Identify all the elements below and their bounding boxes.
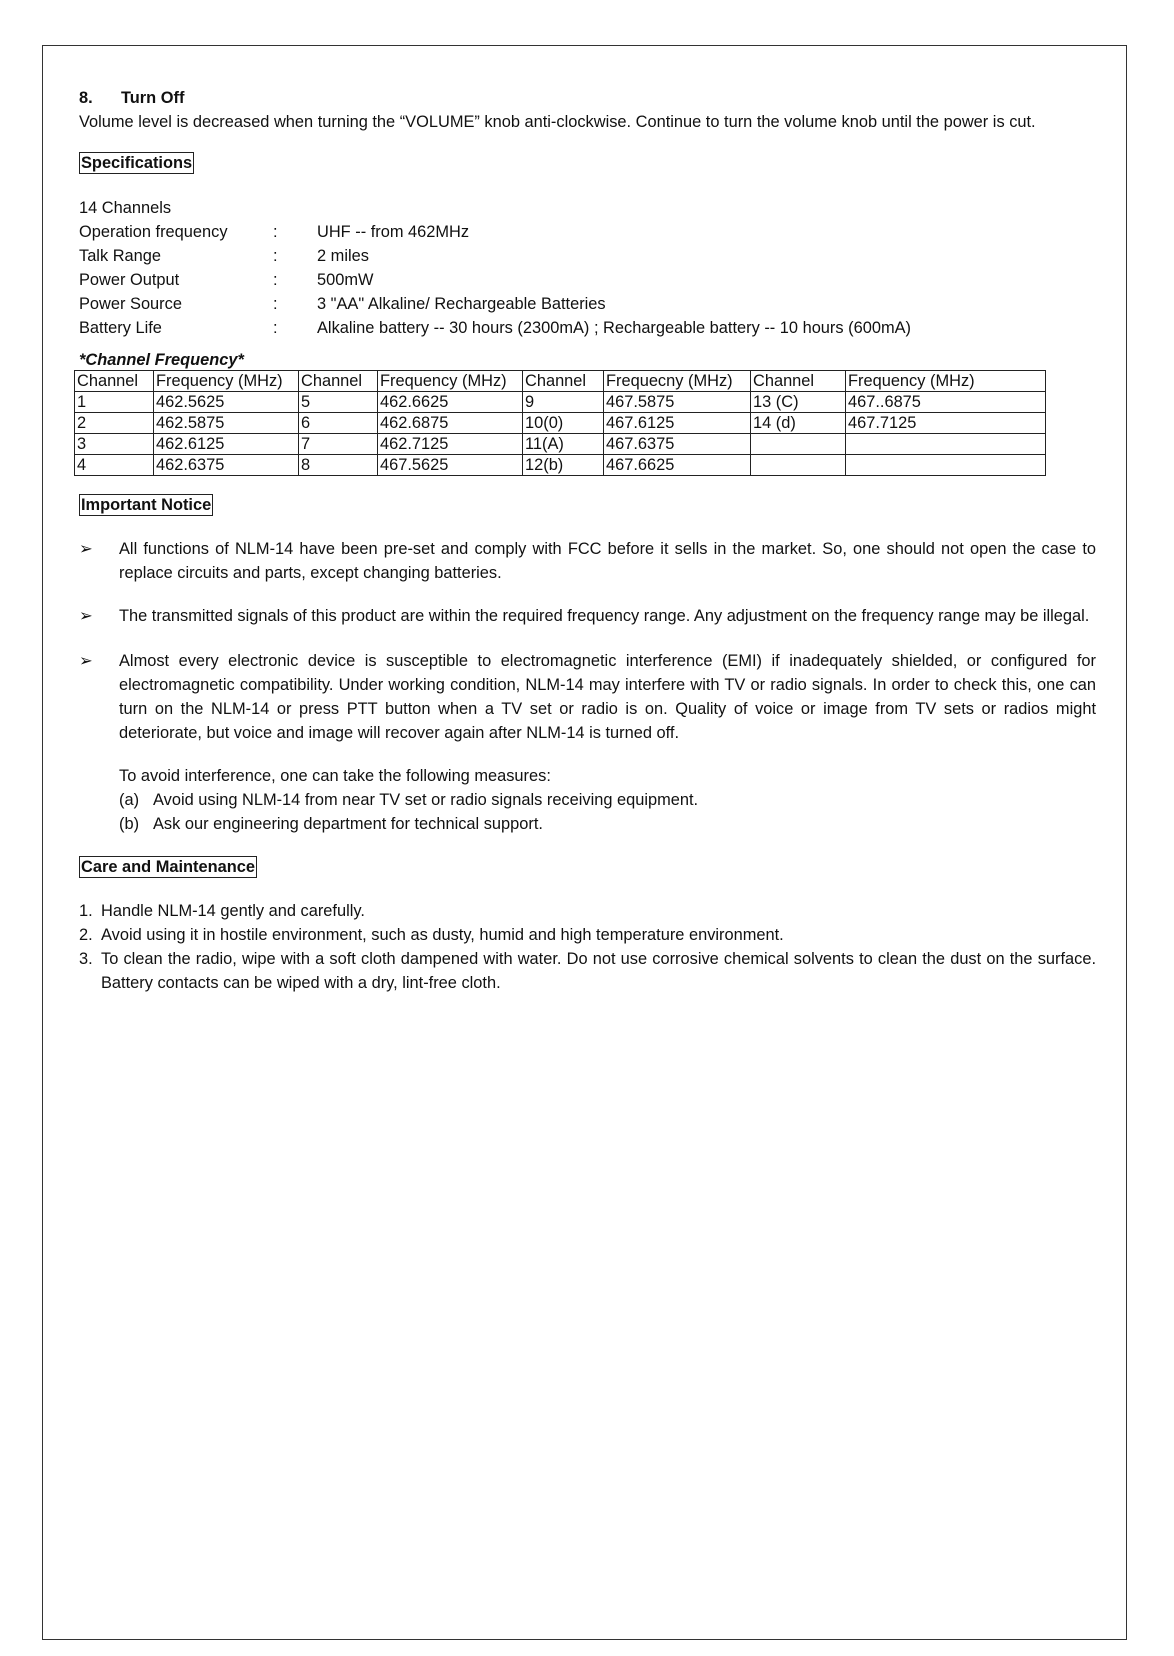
table-cell: 7 (299, 434, 378, 455)
table-cell: 467.6375 (604, 434, 751, 455)
spec-sep: : (273, 271, 278, 289)
list-item (79, 923, 1096, 947)
table-header-cell: Frequency (MHz) (378, 371, 523, 392)
table-cell: 462.6375 (154, 455, 299, 476)
care-text: Handle NLM-14 gently and carefully. (101, 902, 365, 920)
table-cell: 6 (299, 413, 378, 434)
measure-label: (a) (119, 791, 140, 809)
measures-intro: To avoid interference, one can take the following measures: (119, 767, 551, 785)
table-cell: 11(A) (523, 434, 604, 455)
care-number: 3. (79, 950, 93, 968)
table-cell: 467.7125 (846, 413, 1046, 434)
spec-label: Power Output (79, 271, 180, 289)
arrow-bullet-icon: ➢ (79, 652, 93, 670)
measure-label: (b) (119, 815, 140, 833)
table-cell: 14 (d) (751, 413, 846, 434)
spec-channels: 14 Channels (79, 199, 172, 217)
table-cell: 9 (523, 392, 604, 413)
table-cell: 467.5625 (378, 455, 523, 476)
table-row (75, 413, 1046, 434)
turn-off-title: Turn Off (121, 89, 185, 107)
measures-block (79, 764, 1096, 836)
table-cell: 4 (75, 455, 154, 476)
care-list (79, 899, 1096, 995)
spec-value: 500mW (317, 271, 374, 289)
table-cell: 462.5625 (154, 392, 299, 413)
table-cell (846, 434, 1046, 455)
notice-text: The transmitted signals of this product are within the required frequency range. Any adjustment on the frequency range may be illegal. (119, 607, 1090, 625)
spec-row (79, 292, 911, 316)
important-notice-heading: Important Notice (81, 496, 212, 514)
table-cell (751, 455, 846, 476)
channel-frequency-table (74, 370, 1046, 476)
table-header-cell: Channel (751, 371, 846, 392)
table-header-cell: Frequency (MHz) (154, 371, 299, 392)
measure-text: Ask our engineering department for technical support. (153, 815, 543, 833)
care-heading: Care and Maintenance (81, 858, 255, 876)
table-cell: 467.6625 (604, 455, 751, 476)
spec-label: Operation frequency (79, 223, 228, 241)
table-cell: 3 (75, 434, 154, 455)
table-row (75, 392, 1046, 413)
notice-text: Almost every electronic device is susceptible to electromagnetic interference (EMI) if inadequately shielded, or configured for electromagnetic compatibility. Under working condition, NLM-14 may interfere with TV or radio signals. In order to check this, one can turn on the NLM-14 or press PTT button when a TV set or radio is on. Quality of voice or image from TV sets or radios might deteriorate, but voice and image will recover again after NLM-14 is turned off. (119, 652, 1096, 742)
spec-sep: : (273, 223, 278, 241)
notice-list (79, 537, 1096, 745)
table-cell: 12(b) (523, 455, 604, 476)
table-row (75, 455, 1046, 476)
turn-off-number: 8. (79, 89, 93, 107)
table-cell: 5 (299, 392, 378, 413)
table-cell: 2 (75, 413, 154, 434)
list-item (119, 788, 1096, 812)
measure-text: Avoid using NLM-14 from near TV set or radio signals receiving equipment. (153, 791, 699, 809)
table-row (75, 434, 1046, 455)
arrow-bullet-icon: ➢ (79, 540, 93, 558)
table-cell: 462.6125 (154, 434, 299, 455)
list-item (119, 812, 1096, 836)
spec-value: Alkaline battery -- 30 hours (2300mA) ; Rechargeable battery -- 10 hours (600mA) (317, 319, 911, 337)
spec-row (79, 268, 911, 292)
specifications-heading: Specifications (81, 154, 193, 172)
table-cell (751, 434, 846, 455)
table-cell: 10(0) (523, 413, 604, 434)
spec-value: 2 miles (317, 247, 369, 265)
turn-off-body: Volume level is decreased when turning the “VOLUME” knob anti-clockwise. Continue to turn the volume knob until the power is cut. (79, 113, 1036, 131)
spec-sep: : (273, 319, 278, 337)
notice-text: All functions of NLM-14 have been pre-set and comply with FCC before it sells in the market. So, one should not open the case to replace circuits and parts, except changing batteries. (119, 540, 1096, 582)
table-header-row (75, 371, 1046, 392)
spec-row (79, 316, 911, 340)
table-cell: 13 (C) (751, 392, 846, 413)
spec-table (79, 220, 911, 340)
table-header-cell: Channel (75, 371, 154, 392)
table-header-cell: Frequency (MHz) (846, 371, 1046, 392)
table-header-cell: Frequecny (MHz) (604, 371, 751, 392)
spec-label: Talk Range (79, 247, 162, 265)
document-body (79, 86, 1096, 995)
care-text: Avoid using it in hostile environment, such as dusty, humid and high temperature environment. (101, 926, 784, 944)
spec-row (79, 220, 911, 244)
spec-value: UHF -- from 462MHz (317, 223, 470, 241)
table-cell: 467..6875 (846, 392, 1046, 413)
care-text: To clean the radio, wipe with a soft cloth dampened with water. Do not use corrosive chemical solvents to clean the dust on the surface. Battery contacts can be wiped with a dry, lint-free cloth. (101, 950, 1096, 992)
spec-row (79, 244, 911, 268)
care-number: 2. (79, 926, 93, 944)
list-item (79, 899, 1096, 923)
arrow-bullet-icon: ➢ (79, 607, 93, 625)
table-cell: 467.5875 (604, 392, 751, 413)
table-cell: 1 (75, 392, 154, 413)
table-cell: 462.5875 (154, 413, 299, 434)
table-header-cell: Channel (523, 371, 604, 392)
spec-label: Power Source (79, 295, 182, 313)
table-header-cell: Channel (299, 371, 378, 392)
turn-off-heading (79, 86, 1096, 110)
table-cell: 462.7125 (378, 434, 523, 455)
table-cell (846, 455, 1046, 476)
table-cell: 8 (299, 455, 378, 476)
list-item (79, 604, 1096, 628)
table-cell: 462.6875 (378, 413, 523, 434)
list-item (79, 947, 1096, 995)
table-cell: 467.6125 (604, 413, 751, 434)
spec-value: 3 "AA" Alkaline/ Rechargeable Batteries (317, 295, 606, 313)
list-item (79, 537, 1096, 585)
spec-sep: : (273, 247, 278, 265)
channel-frequency-title: *Channel Frequency* (79, 351, 244, 369)
care-number: 1. (79, 902, 93, 920)
spec-sep: : (273, 295, 278, 313)
spec-label: Battery Life (79, 319, 162, 337)
table-cell: 462.6625 (378, 392, 523, 413)
list-item (79, 649, 1096, 745)
